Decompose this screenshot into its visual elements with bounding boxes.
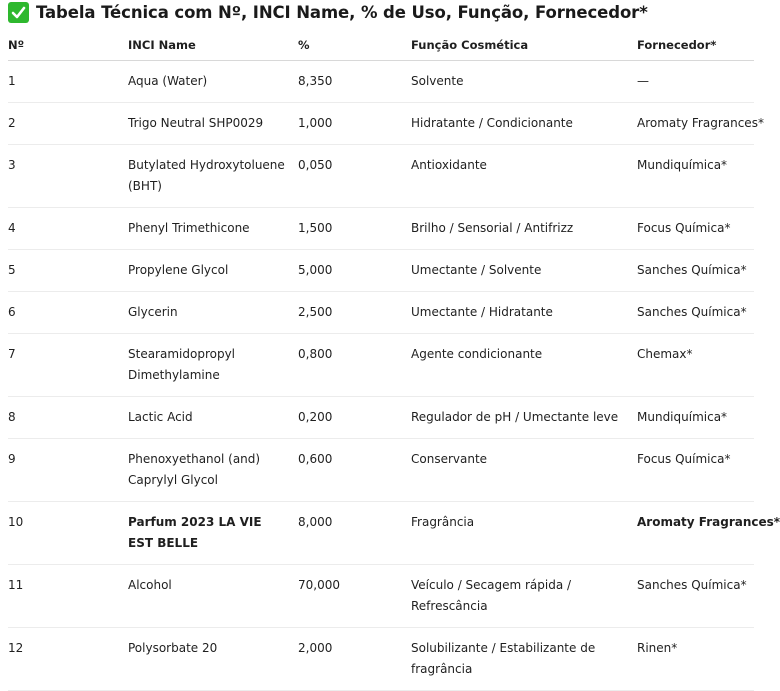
cell-num: 10 xyxy=(8,502,128,565)
header-func: Função Cosmética xyxy=(411,30,637,61)
cell-pct: 5,000 xyxy=(298,250,411,292)
check-mark-button-icon xyxy=(8,2,29,23)
cell-func: Antioxidante xyxy=(411,145,637,208)
page-title: Tabela Técnica com Nº, INCI Name, % de Uso, Função, Fornecedor* xyxy=(36,2,648,22)
cell-func: Solvente xyxy=(411,61,637,103)
cell-num: 2 xyxy=(8,103,128,145)
cell-func: Hidratante / Condicionante xyxy=(411,103,637,145)
cell-pct: 8,350 xyxy=(298,61,411,103)
cell-num: 6 xyxy=(8,292,128,334)
table-row xyxy=(8,103,754,145)
cell-inci: Stearamidopropyl Dimethylamine xyxy=(128,334,298,397)
table-row xyxy=(8,292,754,334)
cell-num: 1 xyxy=(8,61,128,103)
cell-num: 8 xyxy=(8,397,128,439)
table-row xyxy=(8,502,754,565)
header-sup: Fornecedor* xyxy=(637,30,754,61)
cell-sup: Focus Química* xyxy=(637,208,754,250)
cell-inci: Alcohol xyxy=(128,565,298,628)
cell-sup: Aromaty Fragrances* xyxy=(637,103,754,145)
table-body xyxy=(8,61,780,691)
cell-num: 11 xyxy=(8,565,128,628)
cell-inci: Glycerin xyxy=(128,292,298,334)
table-row xyxy=(8,208,754,250)
table-row xyxy=(8,439,754,502)
table-row xyxy=(8,334,754,397)
cell-pct: 1,500 xyxy=(298,208,411,250)
cell-inci: Lactic Acid xyxy=(128,397,298,439)
cell-sup: Aromaty Fragrances* xyxy=(637,502,754,565)
cell-func: Conservante xyxy=(411,439,637,502)
cell-func: Umectante / Solvente xyxy=(411,250,637,292)
cell-sup: Chemax* xyxy=(637,334,754,397)
cell-pct: 0,200 xyxy=(298,397,411,439)
cell-num: 4 xyxy=(8,208,128,250)
table-header-row xyxy=(8,30,754,61)
header-num: Nº xyxy=(8,30,128,61)
cell-sup: Mundiquímica* xyxy=(637,145,754,208)
table-row xyxy=(8,145,754,208)
technical-table xyxy=(8,30,780,691)
cell-sup: Sanches Química* xyxy=(637,565,754,628)
cell-func: Umectante / Hidratante xyxy=(411,292,637,334)
cell-num: 12 xyxy=(8,628,128,691)
cell-inci: Polysorbate 20 xyxy=(128,628,298,691)
cell-inci: Parfum 2023 LA VIE EST BELLE xyxy=(128,502,298,565)
cell-sup: — xyxy=(637,61,754,103)
cell-inci: Phenyl Trimethicone xyxy=(128,208,298,250)
cell-num: 5 xyxy=(8,250,128,292)
cell-pct: 0,800 xyxy=(298,334,411,397)
table-row xyxy=(8,397,754,439)
table-row xyxy=(8,628,754,691)
cell-func: Agente condicionante xyxy=(411,334,637,397)
cell-inci: Trigo Neutral SHP0029 xyxy=(128,103,298,145)
cell-inci: Phenoxyethanol (and) Caprylyl Glycol xyxy=(128,439,298,502)
cell-func: Fragrância xyxy=(411,502,637,565)
cell-num: 7 xyxy=(8,334,128,397)
cell-inci: Propylene Glycol xyxy=(128,250,298,292)
cell-sup: Mundiquímica* xyxy=(637,397,754,439)
cell-inci: Butylated Hydroxytoluene (BHT) xyxy=(128,145,298,208)
cell-inci: Aqua (Water) xyxy=(128,61,298,103)
cell-pct: 0,050 xyxy=(298,145,411,208)
title-row xyxy=(8,0,648,24)
cell-sup: Focus Química* xyxy=(637,439,754,502)
cell-num: 3 xyxy=(8,145,128,208)
header-inci: INCI Name xyxy=(128,30,298,61)
cell-pct: 2,000 xyxy=(298,628,411,691)
cell-func: Veículo / Secagem rápida / Refrescância xyxy=(411,565,637,628)
cell-num: 9 xyxy=(8,439,128,502)
table-row xyxy=(8,565,754,628)
cell-pct: 70,000 xyxy=(298,565,411,628)
cell-pct: 1,000 xyxy=(298,103,411,145)
cell-pct: 0,600 xyxy=(298,439,411,502)
cell-func: Brilho / Sensorial / Antifrizz xyxy=(411,208,637,250)
cell-func: Solubilizante / Estabilizante de fragrância xyxy=(411,628,637,691)
cell-pct: 2,500 xyxy=(298,292,411,334)
cell-sup: Rinen* xyxy=(637,628,754,691)
cell-sup: Sanches Química* xyxy=(637,250,754,292)
table-row xyxy=(8,250,754,292)
cell-func: Regulador de pH / Umectante leve xyxy=(411,397,637,439)
table-row xyxy=(8,61,754,103)
cell-sup: Sanches Química* xyxy=(637,292,754,334)
header-pct: % xyxy=(298,30,411,61)
cell-pct: 8,000 xyxy=(298,502,411,565)
